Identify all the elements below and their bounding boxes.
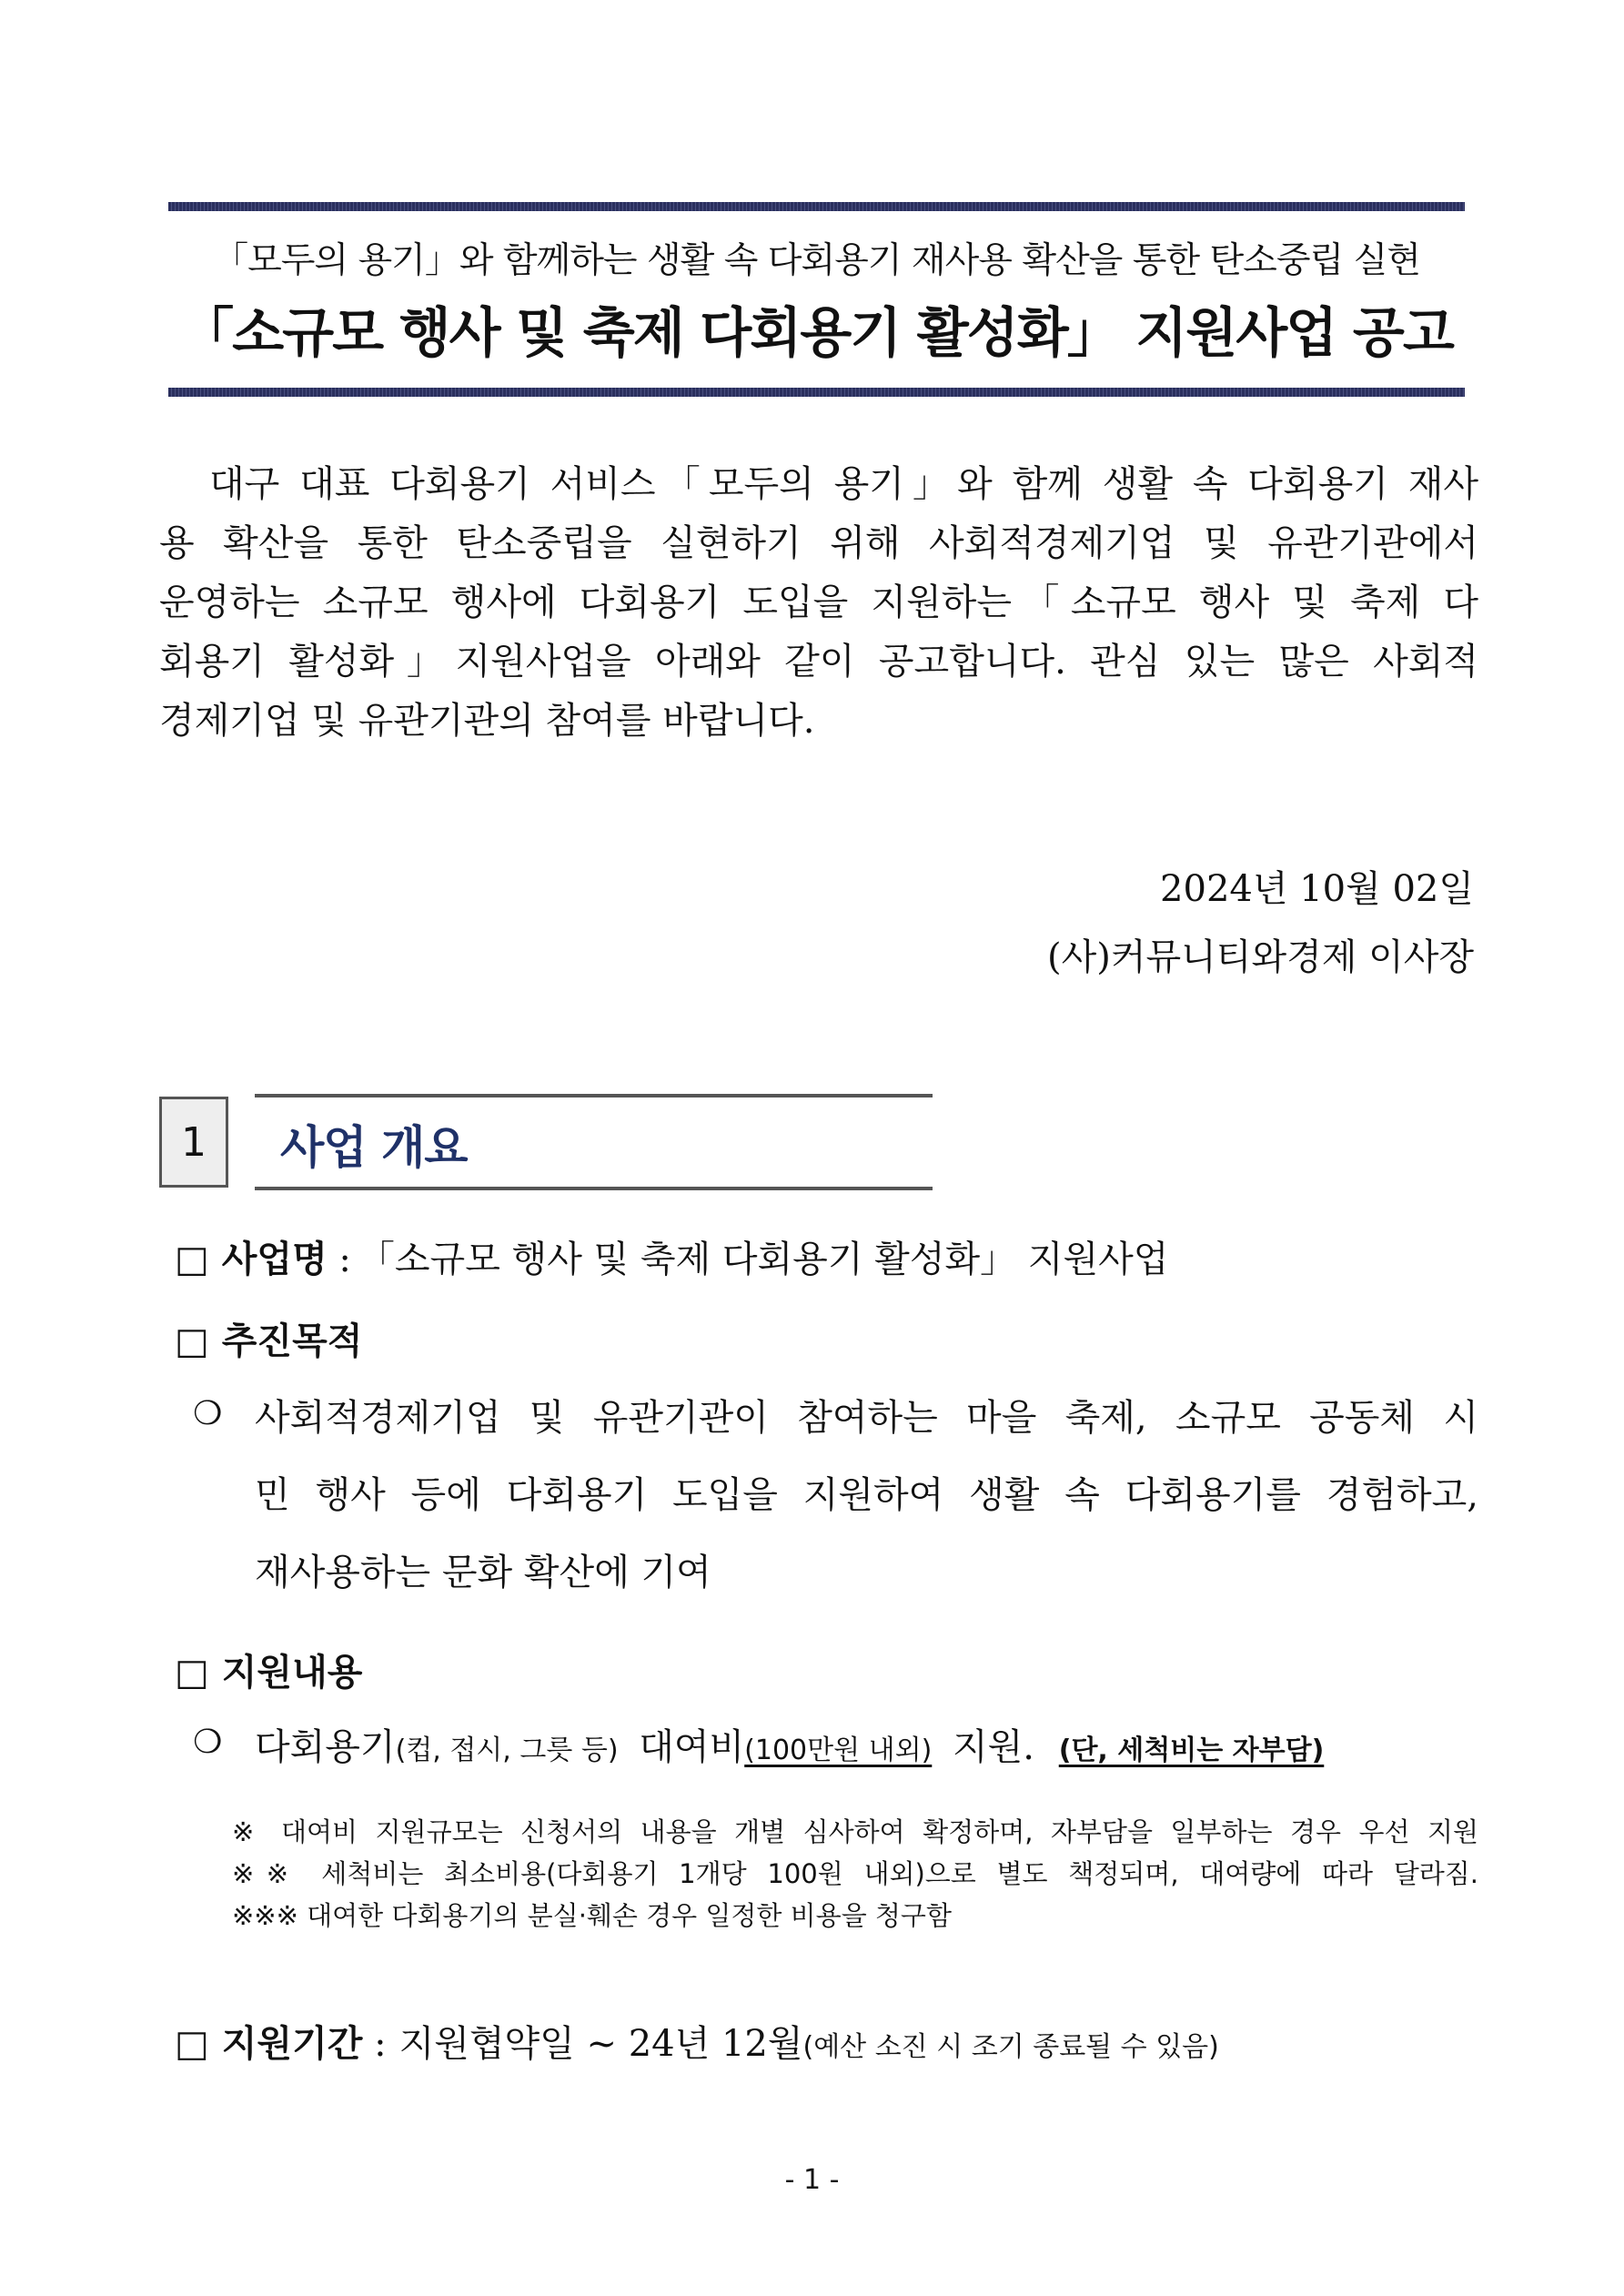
support-item-prefix: 다회용기: [255, 1726, 396, 1768]
purpose-line: 재사용하는 문화 확산에 기여: [255, 1552, 711, 1593]
purpose-label: 추진목적: [221, 1320, 363, 1362]
support-item-suffix: 지원.: [953, 1726, 1035, 1768]
intro-paragraph: [159, 455, 1478, 751]
section-bottom-rule: [255, 1187, 933, 1190]
purpose-line: 사회적경제기업 및 유관기관이 참여하는 마을 축제, 소규모 공동체 시: [255, 1397, 1478, 1439]
purpose-line: 민 행사 등에 다회용기 도입을 지원하여 생활 속 다회용기를 경험하고,: [255, 1474, 1478, 1516]
purpose-paragraph: [255, 1380, 1478, 1612]
support-item-row: [255, 1718, 1324, 1770]
support-item-rental: 대여비: [639, 1726, 745, 1768]
support-label: 지원내용: [221, 1652, 363, 1694]
intro-line: 회용기 활성화」지원사업을 아래와 같이 공고합니다. 관심 있는 많은 사회적: [159, 641, 1478, 683]
support-notes: [232, 1811, 1478, 1937]
period-label: 지원기간: [221, 2023, 363, 2065]
period-row: [175, 2015, 1219, 2067]
header-bottom-rule: [168, 388, 1465, 397]
support-note: ※ 대여비 지원규모는 신청서의 내용을 개별 심사하여 확정하며, 자부담을 일부하는 경우 우선 지원: [232, 1816, 1478, 1847]
period-note: (예산 소진 시 조기 종료될 수 있음): [802, 2031, 1219, 2063]
announcement-signer: (사)커뮤니티와경제 이사장: [1047, 936, 1474, 978]
announcement-title: 「소규모 행사 및 축제 다회용기 활성화」 지원사업 공고: [180, 301, 1453, 364]
support-item-note: (단, 세척비는 자부담): [1058, 1735, 1325, 1766]
project-name-row: [175, 1230, 1168, 1282]
checkbox-square-icon: □: [175, 1652, 209, 1694]
support-item-amount: (100만원 내외): [744, 1735, 933, 1766]
support-note: ※※ 세척비는 최소비용(다회용기 1개당 100원 내외)으로 별도 책정되며, 대여량에 따라 달라짐.: [232, 1858, 1478, 1889]
announcement-date: 2024년 10월 02일: [1160, 868, 1474, 910]
section-number-box: 1: [159, 1097, 228, 1188]
checkbox-square-icon: □: [175, 1239, 209, 1280]
purpose-heading-row: [175, 1312, 362, 1364]
intro-line: 용 확산을 통한 탄소중립을 실현하기 위해 사회적경제기업 및 유관기관에서: [159, 522, 1478, 564]
period-value: 지원협약일 ~ 24년 12월: [398, 2023, 803, 2065]
announcement-subtitle: 「모두의 용기」와 함께하는 생활 속 다회용기 재사용 확산을 통한 탄소중립 실현: [213, 240, 1420, 281]
support-item-examples: (컵, 접시, 그릇 등): [395, 1735, 619, 1766]
project-name-label: 사업명: [221, 1239, 328, 1280]
period-separator: :: [362, 2023, 387, 2065]
circle-bullet-icon: ❍: [193, 1724, 223, 1761]
project-name-separator: :: [327, 1239, 351, 1280]
section-title: 사업 개요: [280, 1121, 468, 1174]
checkbox-square-icon: □: [175, 2023, 209, 2065]
header-top-rule: [168, 202, 1465, 211]
support-heading-row: [175, 1644, 362, 1695]
intro-line: 운영하는 소규모 행사에 다회용기 도입을 지원하는「소규모 행사 및 축제 다: [159, 582, 1478, 623]
checkbox-square-icon: □: [175, 1320, 209, 1362]
intro-line: 경제기업 및 유관기관의 참여를 바랍니다.: [159, 700, 815, 742]
circle-bullet-icon: ❍: [193, 1395, 223, 1432]
intro-line: 대구 대표 다회용기 서비스「모두의 용기」와 함께 생활 속 다회용기 재사: [209, 463, 1478, 505]
page-number: - 1 -: [784, 2164, 840, 2196]
project-name-value: 「소규모 행사 및 축제 다회용기 활성화」 지원사업: [358, 1239, 1169, 1280]
section-top-rule: [255, 1094, 933, 1097]
support-note: ※※※ 대여한 다회용기의 분실·훼손 경우 일정한 비용을 청구함: [232, 1900, 952, 1931]
